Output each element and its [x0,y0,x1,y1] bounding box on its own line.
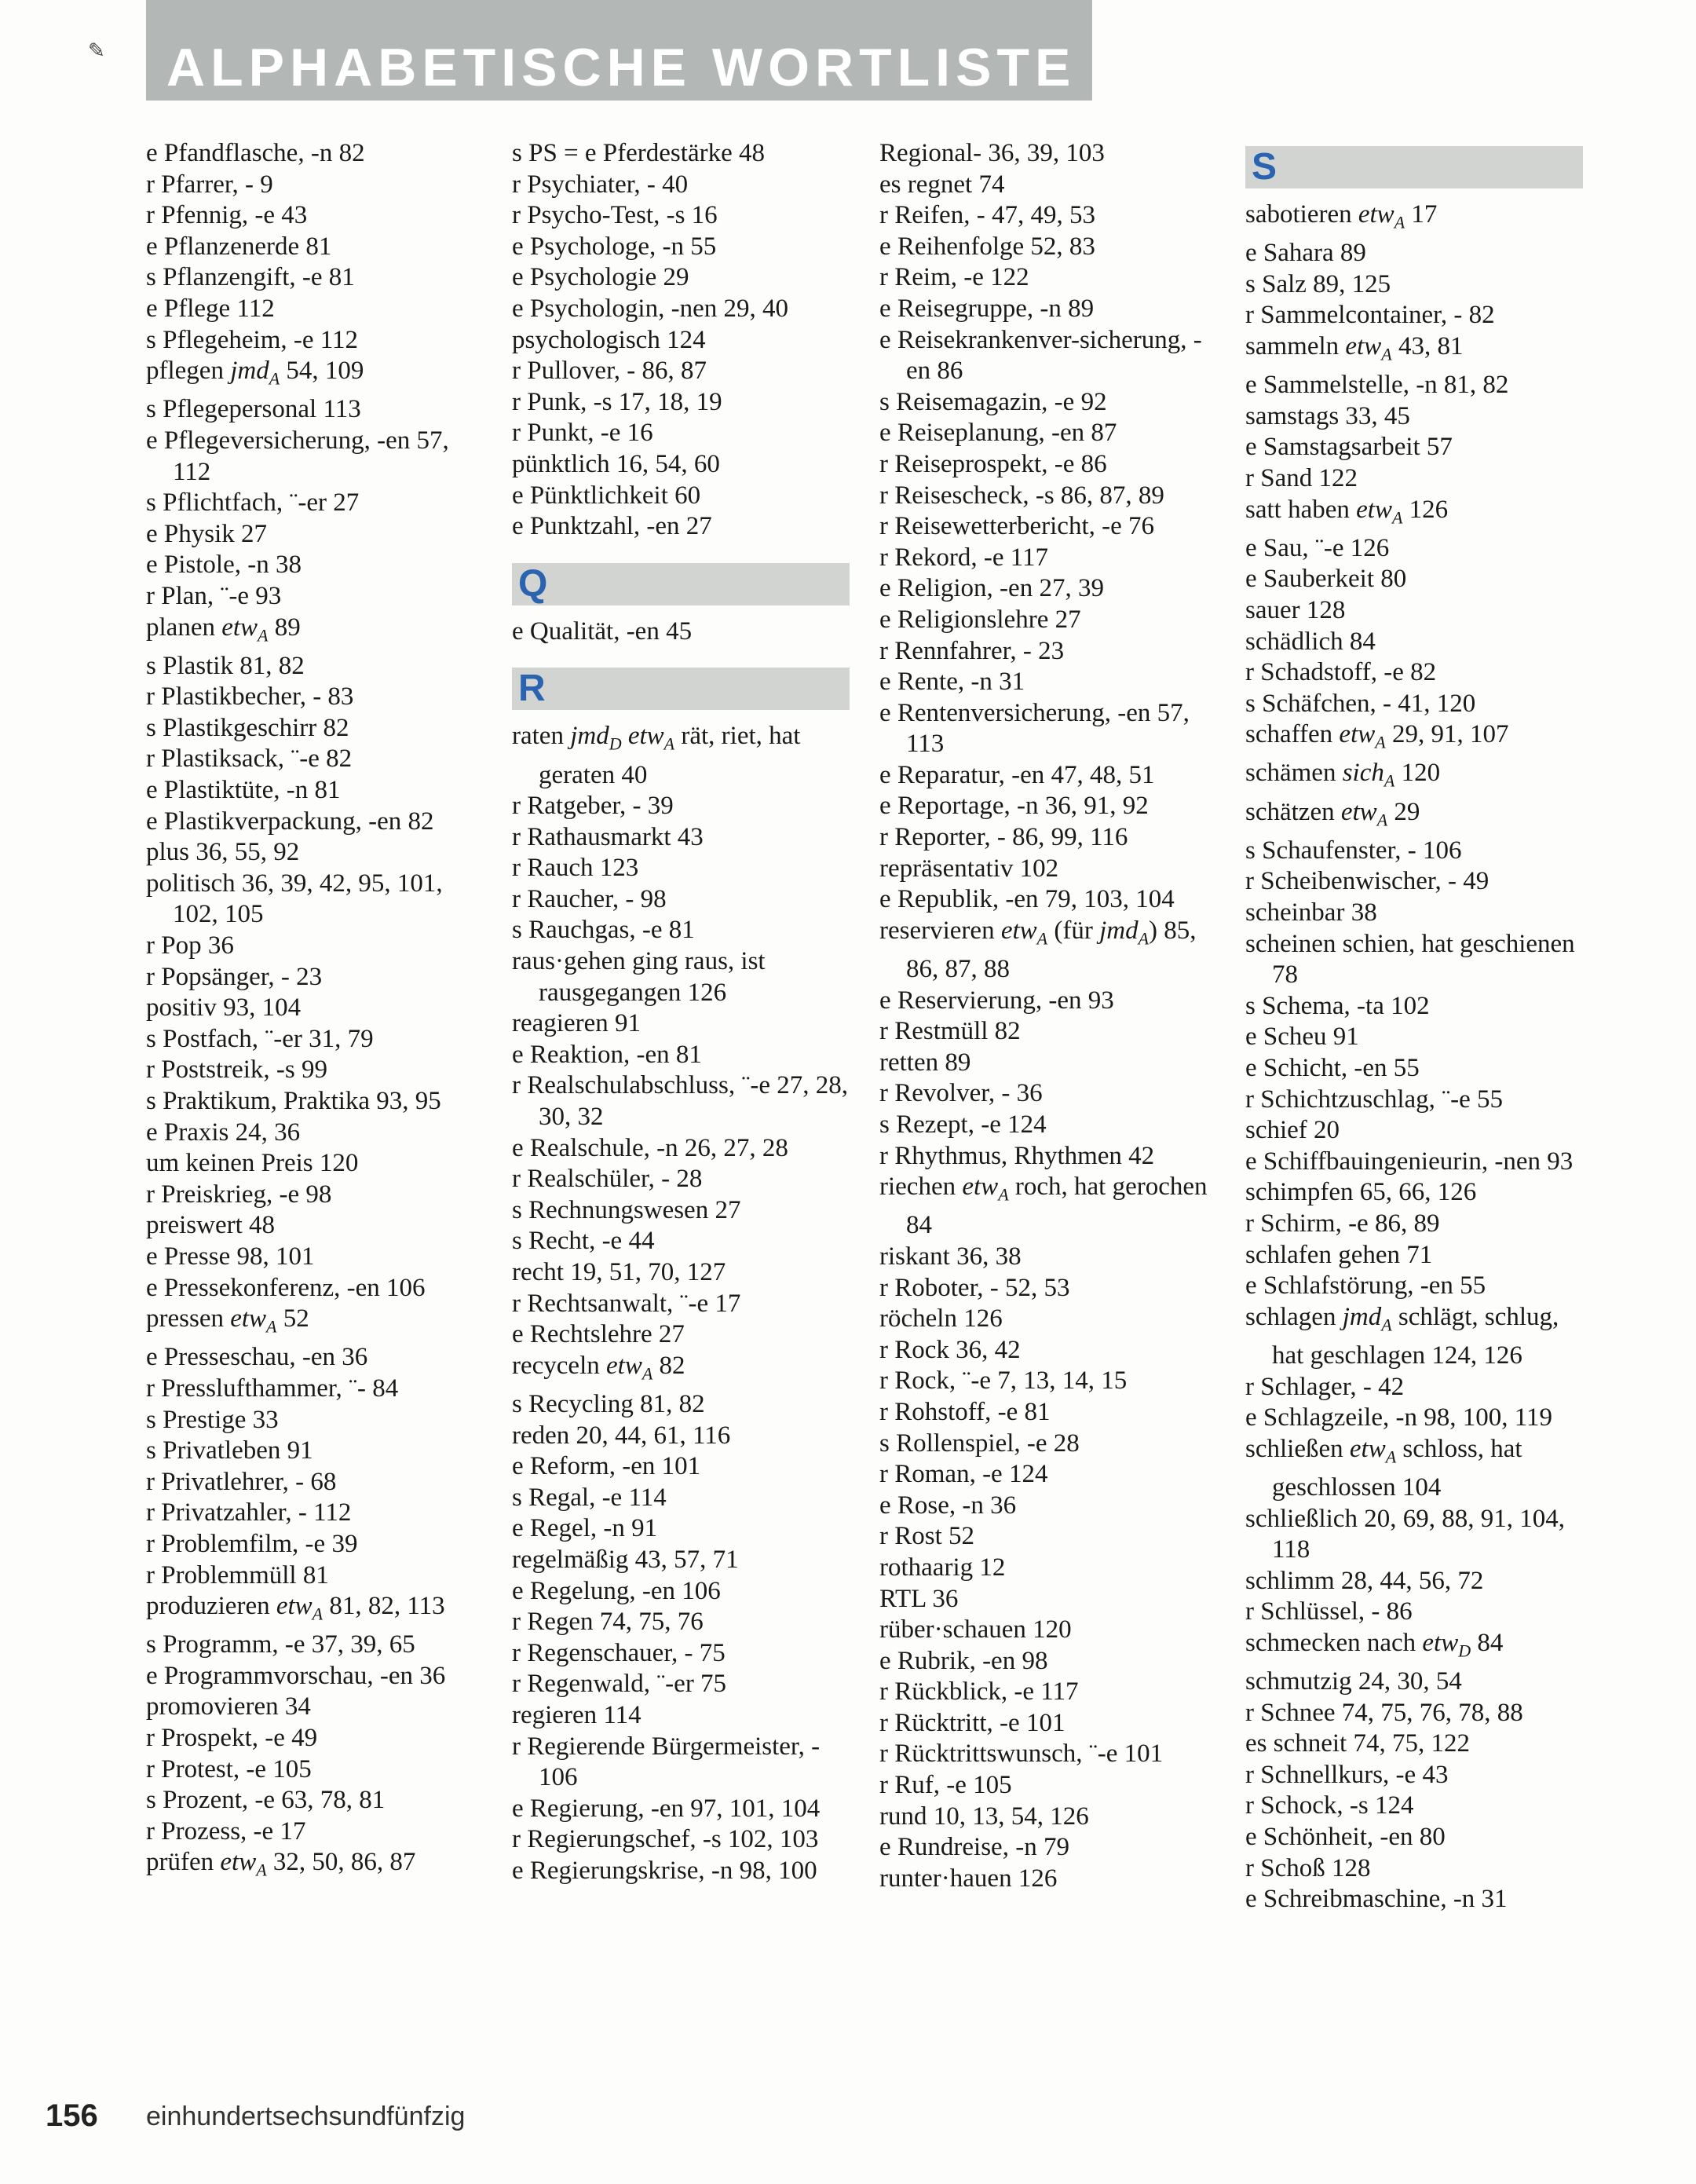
word-entry: e Schlagzeile, -n 98, 100, 119 [1245,1403,1553,1432]
word-entry: e Schlafstörung, -en 55 [1245,1271,1486,1301]
word-entry: e Reaktion, -en 81 [512,1040,702,1069]
word-entry: s Pflanzengift, -e 81 [146,263,355,292]
word-entry: schmutzig 24, 30, 54 [1245,1667,1462,1696]
word-entry: reagieren 91 [512,1009,641,1038]
word-entry: s Rezept, -e 124 [879,1110,1047,1139]
word-entry: planen etw$_A$ 89 [146,613,301,646]
word-entry: satt haben etw$_A$ 126 [1245,495,1449,528]
word-entry: s Prozent, -e 63, 78, 81 [146,1786,386,1815]
word-entry: s Regal, -e 114 [512,1483,667,1512]
word-entry: reden 20, 44, 61, 116 [512,1421,731,1450]
word-entry: e Religionslehre 27 [879,605,1081,634]
page-number: 156 [46,2098,98,2133]
word-entry: pflegen jmd$_A$ 54, 109 [146,357,364,389]
word-entry: sammeln etw$_A$ 43, 81 [1245,331,1464,364]
word-entry: e Sauberkeit 80 [1245,565,1407,594]
word-entry: s Schäfchen, - 41, 120 [1245,689,1476,718]
word-entry: s Privatleben 91 [146,1436,313,1465]
word-entry: r Preiskrieg, -e 98 [146,1180,332,1209]
page-title: ALPHABETISCHE WORTLISTE [166,38,1076,97]
word-entry: r Popsänger, - 23 [146,962,323,991]
word-entry: e Praxis 24, 36 [146,1118,301,1147]
word-entry: s Pflegepersonal 113 [146,395,361,424]
word-entry: r Schnellkurs, -e 43 [1245,1760,1449,1789]
word-entry: r Rechtsanwalt, ¨-e 17 [512,1289,741,1318]
word-entry: e Schönheit, -en 80 [1245,1823,1446,1852]
word-entry: e Sammelstelle, -n 81, 82 [1245,371,1509,400]
word-entry: r Plastikbecher, - 83 [146,682,354,712]
word-entry: raus·gehen ging raus, ist rausgegangen 126 [512,947,766,1007]
word-entry: r Reim, -e 122 [879,263,1029,292]
word-entry: r Raucher, - 98 [512,884,667,913]
word-entry: r Punk, -s 17, 18, 19 [512,387,722,416]
word-entry: r Reifen, - 47, 49, 53 [879,201,1095,230]
word-entry: raten jmd$_D$ etw$_A$ rät, riet, hat geraten 40 [512,722,801,789]
word-entry: s Plastikgeschirr 82 [146,713,349,742]
word-entry: r Pop 36 [146,931,234,960]
word-entry: r Privatzahler, - 112 [146,1498,352,1527]
word-entry: s Pflichtfach, ¨-er 27 [146,488,360,518]
word-entry: plus 36, 55, 92 [146,838,300,867]
word-entry: r Presslufthammer, ¨- 84 [146,1374,399,1403]
word-entry: r Realschüler, - 28 [512,1165,703,1194]
word-entry: r Psycho-Test, -s 16 [512,201,718,230]
word-entry: s Praktikum, Praktika 93, 95 [146,1087,441,1115]
word-entry: r Prozess, -e 17 [146,1816,306,1846]
word-entry: r Psychiater, - 40 [512,170,689,199]
word-entry: promovieren 34 [146,1692,311,1721]
word-entry: Regional- 36, 39, 103 [879,139,1105,167]
word-entry: r Reisescheck, -s 86, 87, 89 [879,481,1164,510]
word-entry: pünktlich 16, 54, 60 [512,449,720,478]
word-entry: r Rock 36, 42 [879,1335,1021,1364]
word-entry: e Regierung, -en 97, 101, 104 [512,1794,821,1823]
word-entry: r Rost 52 [879,1522,975,1551]
word-entry: r Schnee 74, 75, 76, 78, 88 [1245,1698,1523,1727]
word-entry: r Scheibenwischer, - 49 [1245,867,1489,896]
word-entry: schlimm 28, 44, 56, 72 [1245,1566,1484,1595]
word-entry: r Punkt, -e 16 [512,419,653,448]
word-entry: r Ruf, -e 105 [879,1771,1012,1800]
word-entry: r Protest, -e 105 [146,1754,312,1783]
word-entry: e Realschule, -n 26, 27, 28 [512,1133,788,1162]
word-entry: r Rücktrittswunsch, ¨-e 101 [879,1740,1164,1769]
word-entry: s Recht, -e 44 [512,1227,655,1256]
word-entry: r Poststreik, -s 99 [146,1055,327,1085]
word-entry: r Roboter, - 52, 53 [879,1273,1070,1302]
word-entry: r Problemmüll 81 [146,1560,329,1590]
word-entry: e Reform, -en 101 [512,1452,701,1481]
word-entry: r Schlüssel, - 86 [1245,1597,1413,1626]
word-entry: e Sau, ¨-e 126 [1245,533,1390,562]
word-entry: schätzen etw$_A$ 29 [1245,797,1420,830]
word-entry: e Reservierung, -en 93 [879,986,1114,1015]
page-number-words: einhundertsechsundfünfzig [146,2102,466,2131]
word-entry: s Recycling 81, 82 [512,1389,705,1418]
word-entry: r Pfarrer, - 9 [146,170,273,199]
word-entry: e Rechtslehre 27 [512,1320,685,1349]
word-entry: r Privatlehrer, - 68 [146,1467,337,1496]
word-entry: recht 19, 51, 70, 127 [512,1258,726,1286]
word-entry: produzieren etw$_A$ 81, 82, 113 [146,1592,445,1624]
word-entry: s Postfach, ¨-er 31, 79 [146,1024,374,1053]
letter-heading: S [1252,146,1277,188]
word-entry: riechen etw$_A$ roch, hat gerochen 84 [879,1172,1208,1240]
word-entry: r Schadstoff, -e 82 [1245,658,1437,687]
word-entry: e Plastiktüte, -n 81 [146,776,341,805]
word-entry: r Regenschauer, - 75 [512,1638,726,1667]
word-entry: r Reporter, - 86, 99, 116 [879,823,1128,852]
word-entry: e Regierungskrise, -n 98, 100 [512,1856,817,1885]
word-entry: s PS = e Pferdestärke 48 [512,139,765,167]
word-entry: s Pflegeheim, -e 112 [146,325,359,354]
word-entry: r Schichtzuschlag, ¨-e 55 [1245,1085,1504,1114]
word-entry: s Schema, -ta 102 [1245,991,1430,1020]
word-entry: e Pfandflasche, -n 82 [146,139,365,167]
word-entry: s Salz 89, 125 [1245,269,1391,298]
word-entry: r Ratgeber, - 39 [512,792,674,821]
word-entry: regelmäßig 43, 57, 71 [512,1545,739,1574]
word-entry: r Roman, -e 124 [879,1460,1048,1489]
word-entry: r Reisewetterbericht, -e 76 [879,512,1155,541]
word-entry: positiv 93, 104 [146,993,302,1022]
word-entry: r Schock, -s 124 [1245,1791,1414,1820]
word-entry: runter·hauen 126 [879,1864,1058,1893]
word-entry: r Rauch 123 [512,854,639,883]
word-entry: r Pullover, - 86, 87 [512,357,707,386]
word-entry: schaffen etw$_A$ 29, 91, 107 [1245,720,1509,752]
word-entry: r Plan, ¨-e 93 [146,581,282,610]
word-entry: e Presseschau, -en 36 [146,1343,368,1372]
word-entry: reservieren etw$_A$ (für jmd$_A$) 85, 86, 87, 88 [879,916,1197,984]
word-column-2 [512,138,850,1886]
word-entry: e Regel, -n 91 [512,1514,658,1543]
word-entry: r Rock, ¨-e 7, 13, 14, 15 [879,1366,1128,1396]
letter-header-r [512,668,850,710]
word-entry: schädlich 84 [1245,627,1376,656]
word-entry: schließen etw$_A$ schloss, hat geschlossen 104 [1245,1434,1522,1502]
word-entry: retten 89 [879,1048,971,1077]
word-column-4 [1245,138,1583,1915]
word-entry: e Religion, -en 27, 39 [879,574,1104,603]
word-entry: r Rücktritt, -e 101 [879,1708,1065,1737]
word-entry: rüber·schauen 120 [879,1615,1072,1644]
word-entry: r Regierungschef, -s 102, 103 [512,1825,819,1854]
word-entry: rothaarig 12 [879,1553,1006,1582]
word-entry: r Rohstoff, -e 81 [879,1397,1051,1426]
word-entry: e Pflege 112 [146,294,275,323]
word-entry: r Regen 74, 75, 76 [512,1608,704,1637]
word-entry: e Reihenfolge 52, 83 [879,232,1095,261]
word-entry: e Punktzahl, -en 27 [512,512,712,541]
word-entry: r Pfennig, -e 43 [146,201,308,230]
word-entry: e Schiffbauingenieurin, -nen 93 [1245,1147,1574,1176]
word-entry: schief 20 [1245,1116,1340,1145]
word-entry: sauer 128 [1245,595,1346,624]
word-entry: psychologisch 124 [512,325,706,354]
word-entry: e Programmvorschau, -en 36 [146,1661,446,1690]
word-entry: e Pflegeversicherung, -en 57, 112 [146,426,449,486]
word-entry: e Pflanzenerde 81 [146,232,332,261]
word-entry: sabotieren etw$_A$ 17 [1245,200,1438,232]
word-entry: e Scheu 91 [1245,1022,1359,1052]
word-entry: e Rubrik, -en 98 [879,1646,1048,1675]
word-entry: röcheln 126 [879,1304,1003,1333]
word-entry: r Rhythmus, Rhythmen 42 [879,1141,1155,1170]
word-entry: r Realschulabschluss, ¨-e 27, 28, 30, 32 [512,1071,848,1132]
word-entry: e Pünktlichkeit 60 [512,481,701,510]
word-entry: r Reiseprospekt, -e 86 [879,449,1107,478]
letter-header-s [1245,146,1583,188]
word-entry: r Rennfahrer, - 23 [879,636,1065,665]
word-entry: e Republik, -en 79, 103, 104 [879,885,1175,914]
word-entry: es regnet 74 [879,170,1005,199]
word-entry: r Prospekt, -e 49 [146,1724,318,1753]
word-entry: s Rauchgas, -e 81 [512,916,695,945]
word-entry: e Pistole, -n 38 [146,551,302,580]
word-entry: e Reisegruppe, -n 89 [879,294,1095,323]
word-entry: e Reiseplanung, -en 87 [879,419,1117,448]
word-entry: prüfen etw$_A$ 32, 50, 86, 87 [146,1848,416,1881]
word-entry: e Reportage, -n 36, 91, 92 [879,792,1149,821]
word-entry: scheinen schien, hat geschienen 78 [1245,929,1575,990]
word-entry: s Plastik 81, 82 [146,651,305,680]
word-entry: r Sammelcontainer, - 82 [1245,301,1495,330]
word-entry: s Reisemagazin, -e 92 [879,387,1107,416]
word-entry: schämen sich$_A$ 120 [1245,759,1441,792]
word-entry: s Rollenspiel, -e 28 [879,1429,1080,1458]
word-entry: s Rechnungswesen 27 [512,1195,741,1224]
word-entry: e Samstagsarbeit 57 [1245,433,1453,462]
word-entry: um keinen Preis 120 [146,1149,359,1178]
word-entry: schimpfen 65, 66, 126 [1245,1178,1477,1207]
word-entry: r Sand 122 [1245,463,1358,492]
word-entry: riskant 36, 38 [879,1242,1022,1271]
letter-heading: R [518,668,546,710]
word-entry: e Pressekonferenz, -en 106 [146,1273,426,1302]
word-entry: e Reisekrankenver-sicherung, -en 86 [879,325,1202,386]
word-entry: e Schicht, -en 55 [1245,1054,1420,1082]
word-entry: s Programm, -e 37, 39, 65 [146,1630,415,1659]
word-entry: e Plastikverpackung, -en 82 [146,807,434,836]
word-entry: schmecken nach etw$_D$ 84 [1245,1628,1504,1661]
word-entry: e Rundreise, -n 79 [879,1833,1069,1862]
word-entry: r Schirm, -e 86, 89 [1245,1209,1440,1238]
word-entry: e Regelung, -en 106 [512,1576,721,1605]
word-entry: e Psychologe, -n 55 [512,232,717,261]
word-entry: s Schaufenster, - 106 [1245,836,1462,865]
word-entry: e Psychologie 29 [512,263,689,292]
word-entry: es schneit 74, 75, 122 [1245,1729,1470,1758]
word-entry: rund 10, 13, 54, 126 [879,1802,1089,1831]
word-entry: politisch 36, 39, 42, 95, 101, 102, 105 [146,869,443,929]
word-entry: e Sahara 89 [1245,239,1366,268]
word-entry: e Psychologin, -nen 29, 40 [512,294,788,323]
word-entry: r Regierende Bürgermeister, - 106 [512,1732,821,1792]
word-entry: schlagen jmd$_A$ schlägt, schlug, hat geschlagen 124, 126 [1245,1302,1559,1370]
word-entry: r Revolver, - 36 [879,1079,1043,1108]
word-entry: e Rente, -n 31 [879,668,1025,697]
word-entry: r Rückblick, -e 117 [879,1677,1079,1707]
word-entry: pressen etw$_A$ 52 [146,1304,309,1337]
word-entry: e Physik 27 [146,519,268,548]
word-entry: recyceln etw$_A$ 82 [512,1351,685,1384]
word-entry: r Schoß 128 [1245,1853,1371,1882]
letter-heading: Q [518,562,548,605]
header-banner [146,0,1092,101]
word-entry: schlafen gehen 71 [1245,1240,1433,1269]
corner-mark-icon: ✎ [88,39,105,62]
word-entry: RTL 36 [879,1584,959,1613]
word-entry: e Rentenversicherung, -en 57, 113 [879,698,1190,759]
word-entry: e Reparatur, -en 47, 48, 51 [879,760,1155,789]
word-entry: e Rose, -n 36 [879,1491,1017,1520]
word-entry: preiswert 48 [146,1211,276,1240]
word-entry: r Schlager, - 42 [1245,1372,1405,1401]
word-entry: repräsentativ 102 [879,854,1059,883]
word-entry: r Regenwald, ¨-er 75 [512,1670,727,1699]
word-column-3 [879,138,1217,1894]
word-entry: r Plastiksack, ¨-e 82 [146,744,353,774]
word-entry: r Rekord, -e 117 [879,543,1049,572]
word-entry: e Presse 98, 101 [146,1242,315,1271]
word-entry: scheinbar 38 [1245,898,1377,927]
word-column-1 [146,138,484,1886]
word-entry: samstags 33, 45 [1245,401,1410,430]
word-entry: regieren 114 [512,1700,641,1729]
word-entry: e Schreibmaschine, -n 31 [1245,1885,1508,1914]
word-entry: schließlich 20, 69, 88, 91, 104, 118 [1245,1504,1565,1564]
word-entry: r Restmüll 82 [879,1017,1021,1046]
word-entry: s Prestige 33 [146,1405,279,1434]
word-entry: r Problemfilm, -e 39 [146,1529,358,1558]
word-entry: r Rathausmarkt 43 [512,822,704,851]
letter-header-q [512,563,850,605]
word-entry: e Qualität, -en 45 [512,616,693,646]
